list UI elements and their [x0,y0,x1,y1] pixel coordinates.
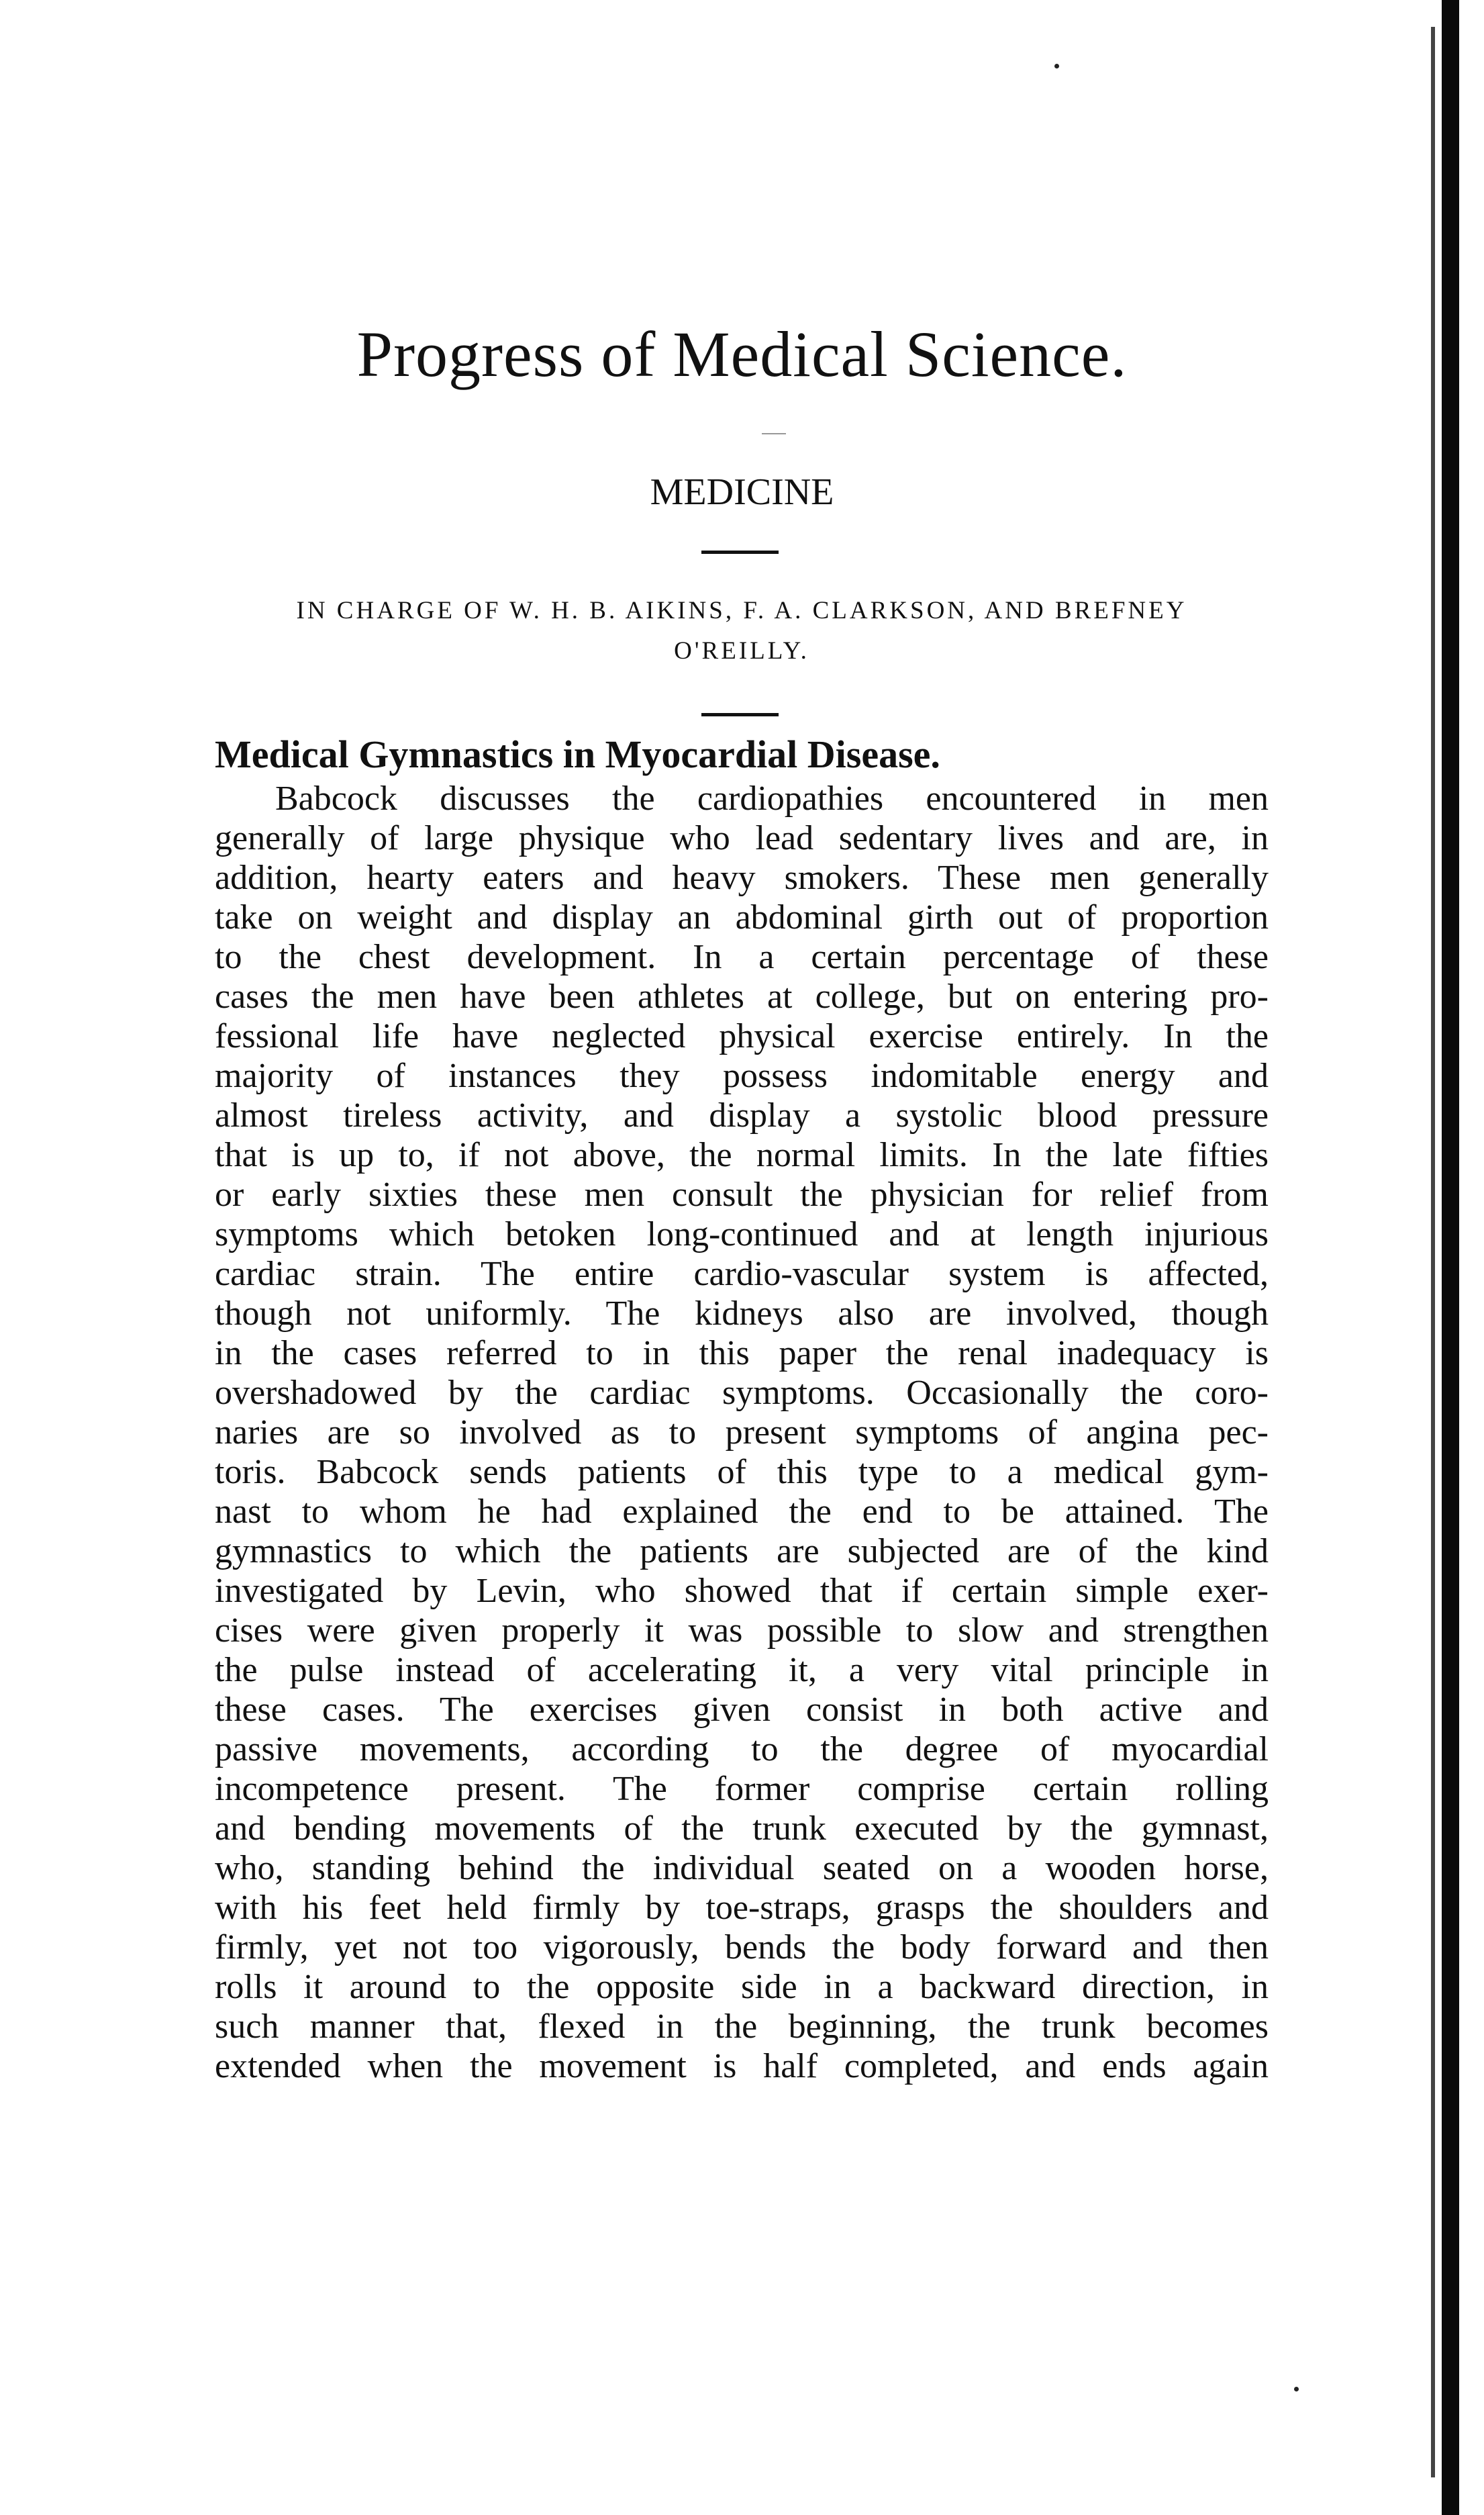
article-line: overshadowed by the cardiac symptoms. Occasionally the coro- [215,1374,1269,1412]
article-line: though not uniformly. The kidneys also are involved, though [215,1294,1269,1333]
article-line: symptoms which betoken long-continued and at length injurious [215,1215,1269,1253]
article-line: that is up to, if not above, the normal limits. In the late fifties [215,1136,1269,1174]
article-line: majority of instances they possess indomitable energy and [215,1057,1269,1095]
section-heading: MEDICINE [650,471,834,513]
article-line: in the cases referred to in this paper the renal inadequacy is [215,1334,1269,1372]
page-edge-bar [1442,0,1459,2515]
article-line: generally of large physique who lead sedentary lives and are, in [215,819,1269,857]
article-line: Babcock discusses the cardiopathies encountered in men [275,779,1269,818]
section-divider [701,551,779,554]
article-line: passive movements, according to the degree of myocardial [215,1730,1269,1768]
article-line: cases the men have been athletes at college, but on entering pro- [215,978,1269,1016]
article-line: the pulse instead of accelerating it, a very vital principle in [215,1651,1269,1689]
editors-credit-line-1: IN CHARGE OF W. H. B. AIKINS, F. A. CLARKSON, AND BREFNEY [296,597,1187,624]
page-edge-shadow [1431,27,1435,2477]
article-line: to the chest development. In a certain percentage of these [215,938,1269,976]
article-line: toris. Babcock sends patients of this type to a medical gym- [215,1453,1269,1491]
title-divider [762,433,786,434]
article-line: naries are so involved as to present symptoms of angina pec- [215,1413,1269,1452]
article-line: fessional life have neglected physical exercise entirely. In the [215,1017,1269,1055]
article-line: who, standing behind the individual seated on a wooden horse, [215,1849,1269,1887]
print-speck [1294,2387,1299,2391]
article-line: almost tireless activity, and display a systolic blood pressure [215,1096,1269,1135]
editors-credit [215,591,1269,671]
article-line: take on weight and display an abdominal girth out of proportion [215,898,1269,937]
article-line: with his feet held firmly by toe-straps, grasps the shoulders and [215,1889,1269,1927]
article-line: cardiac strain. The entire cardio-vascular system is affected, [215,1255,1269,1293]
article-line: incompetence present. The former comprise certain rolling [215,1770,1269,1808]
article-line: firmly, yet not too vigorously, bends the body forward and then [215,1928,1269,1966]
editors-credit-line-2: O'REILLY. [674,637,809,665]
credit-divider [701,713,779,716]
article-line: nast to whom he had explained the end to be attained. The [215,1492,1269,1531]
article-line: investigated by Levin, who showed that if certain simple exer- [215,1572,1269,1610]
print-speck [1054,64,1059,68]
article-line: extended when the movement is half completed, and ends again [215,2047,1269,2085]
article-line: such manner that, flexed in the beginning, the trunk becomes [215,2007,1269,2046]
article-line: addition, hearty eaters and heavy smokers. These men generally [215,859,1269,897]
article-line: and bending movements of the trunk executed by the gymnast, [215,1809,1269,1848]
article-line: gymnastics to which the patients are subjected are of the kind [215,1532,1269,1570]
article-line: rolls it around to the opposite side in a backward direction, in [215,1968,1269,2006]
article-heading: Medical Gymnastics in Myocardial Disease. [215,732,940,776]
article-line: or early sixties these men consult the physician for relief from [215,1176,1269,1214]
article-body [215,779,1269,2086]
article-line: cises were given properly it was possible to slow and strengthen [215,1611,1269,1650]
page-title: Progress of Medical Science. [356,318,1128,390]
article-line: these cases. The exercises given consist in both active and [215,1691,1269,1729]
